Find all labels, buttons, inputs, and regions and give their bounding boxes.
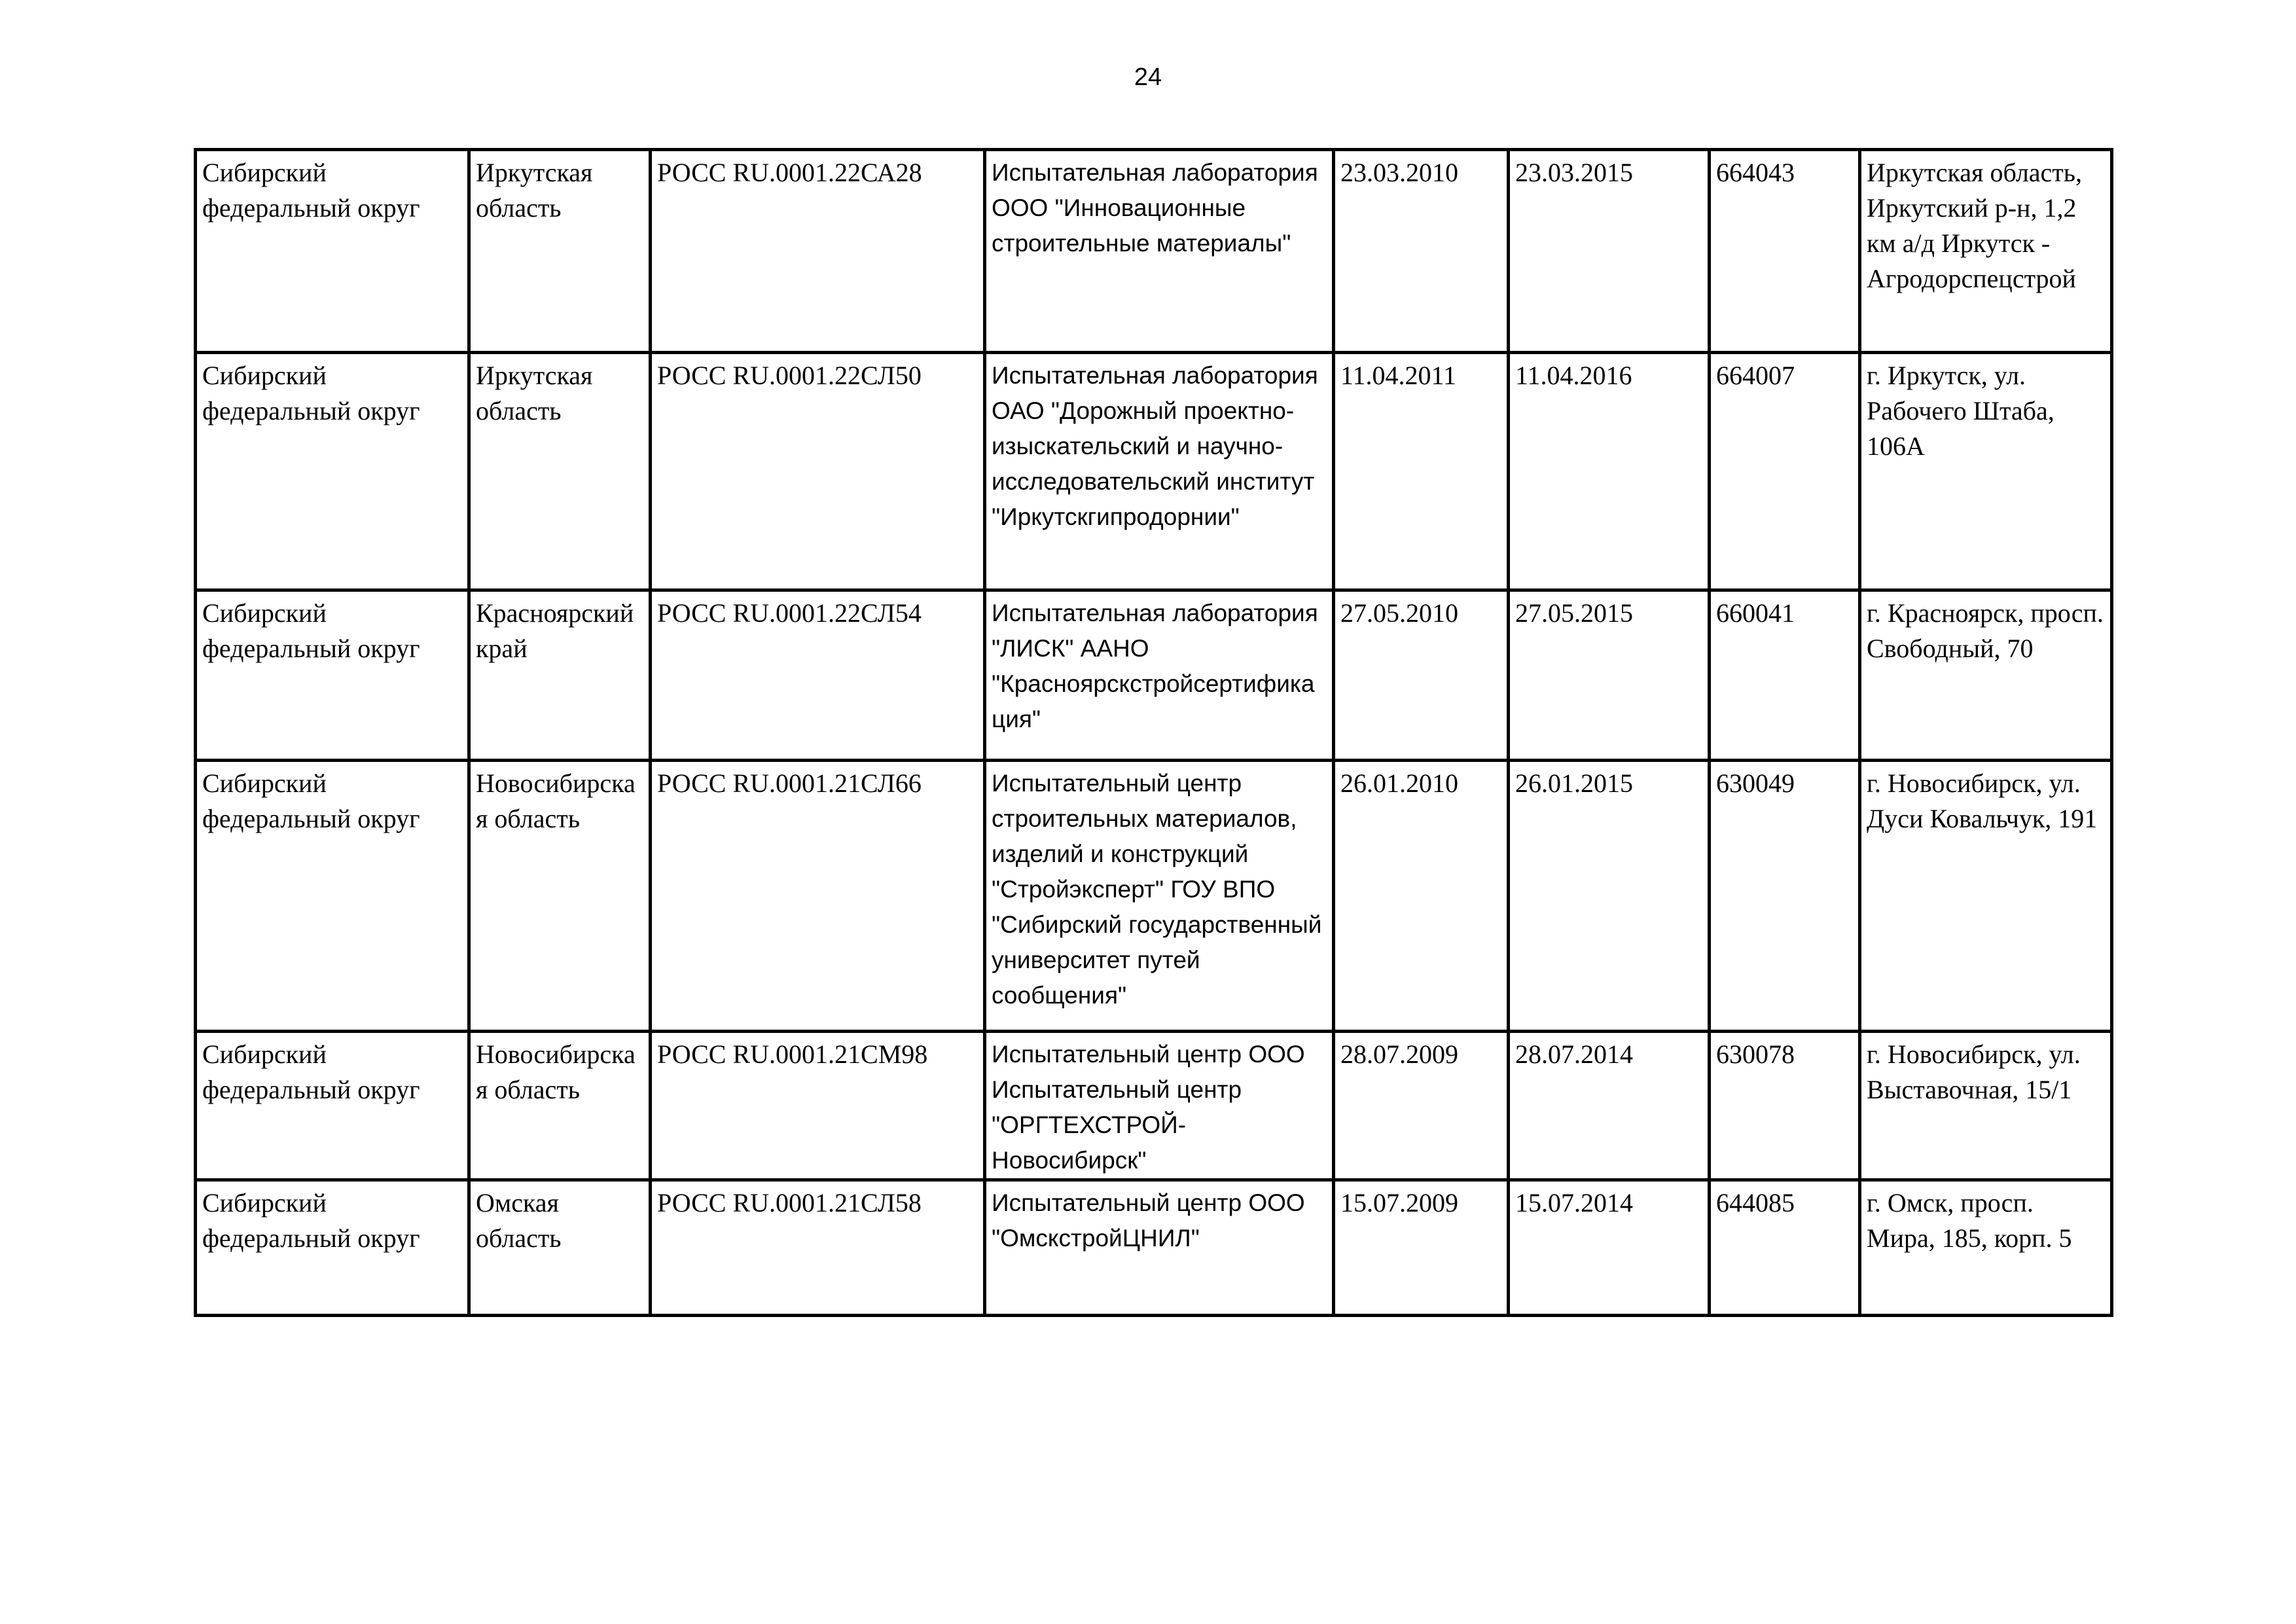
date-from-cell: 15.07.2009 [1334,1180,1509,1316]
region-cell: Иркутская область [469,150,651,353]
postcode-cell: 664043 [1710,150,1860,353]
district-cell: Сибирский федеральный округ [196,353,469,590]
region-cell: Новосибирская область [469,761,651,1032]
region-cell: Иркутская область [469,353,651,590]
district-cell: Сибирский федеральный округ [196,1032,469,1180]
certificate-number-cell: РОСС RU.0001.21СЛ58 [651,1180,985,1316]
date-to-cell: 23.03.2015 [1509,150,1710,353]
date-to-cell: 15.07.2014 [1509,1180,1710,1316]
laboratory-registry-table [194,148,2113,1317]
postcode-cell: 630078 [1710,1032,1860,1180]
date-from-cell: 23.03.2010 [1334,150,1509,353]
table-row [196,353,2112,590]
date-from-cell: 28.07.2009 [1334,1032,1509,1180]
certificate-number-cell: РОСС RU.0001.22СЛ50 [651,353,985,590]
date-to-cell: 28.07.2014 [1509,1032,1710,1180]
date-from-cell: 11.04.2011 [1334,353,1509,590]
date-from-cell: 27.05.2010 [1334,590,1509,761]
district-cell: Сибирский федеральный округ [196,150,469,353]
address-cell: Иркутская область, Иркутский р-н, 1,2 км а/д Иркутск - Агродорспецстрой [1860,150,2112,353]
date-to-cell: 11.04.2016 [1509,353,1710,590]
address-cell: г. Новосибирск, ул. Выставочная, 15/1 [1860,1032,2112,1180]
district-cell: Сибирский федеральный округ [196,761,469,1032]
region-cell: Красноярский край [469,590,651,761]
certificate-number-cell: РОСС RU.0001.22СА28 [651,150,985,353]
table-row [196,1180,2112,1316]
address-cell: г. Новосибирск, ул. Дуси Ковальчук, 191 [1860,761,2112,1032]
address-cell: г. Омск, просп. Мира, 185, корп. 5 [1860,1180,2112,1316]
table-row [196,590,2112,761]
table-row [196,150,2112,353]
organization-cell: Испытательный центр ООО "ОмскстройЦНИЛ" [985,1180,1334,1316]
postcode-cell: 664007 [1710,353,1860,590]
district-cell: Сибирский федеральный округ [196,1180,469,1316]
organization-cell: Испытательный центр ООО Испытательный центр "ОРГТЕХСТРОЙ-Новосибирск" [985,1032,1334,1180]
region-cell: Новосибирская область [469,1032,651,1180]
postcode-cell: 644085 [1710,1180,1860,1316]
address-cell: г. Иркутск, ул. Рабочего Штаба, 106А [1860,353,2112,590]
date-from-cell: 26.01.2010 [1334,761,1509,1032]
address-cell: г. Красноярск, просп. Свободный, 70 [1860,590,2112,761]
certificate-number-cell: РОСС RU.0001.22СЛ54 [651,590,985,761]
date-to-cell: 26.01.2015 [1509,761,1710,1032]
postcode-cell: 630049 [1710,761,1860,1032]
date-to-cell: 27.05.2015 [1509,590,1710,761]
region-cell: Омская область [469,1180,651,1316]
certificate-number-cell: РОСС RU.0001.21СМ98 [651,1032,985,1180]
table-row [196,761,2112,1032]
page-number: 24 [1134,63,1162,91]
organization-cell: Испытательная лаборатория ОАО "Дорожный проектно-изыскательский и научно-исследовательский институт "Иркутскгипродорнии" [985,353,1334,590]
organization-cell: Испытательная лаборатория ООО "Инновационные строительные материалы" [985,150,1334,353]
district-cell: Сибирский федеральный округ [196,590,469,761]
certificate-number-cell: РОСС RU.0001.21СЛ66 [651,761,985,1032]
postcode-cell: 660041 [1710,590,1860,761]
organization-cell: Испытательный центр строительных материалов, изделий и конструкций "Стройэксперт" ГОУ ВПО "Сибирский государственный университет путей сообщения" [985,761,1334,1032]
table-row [196,1032,2112,1180]
organization-cell: Испытательная лаборатория "ЛИСК" ААНО "Красноярскстройсертификация" [985,590,1334,761]
